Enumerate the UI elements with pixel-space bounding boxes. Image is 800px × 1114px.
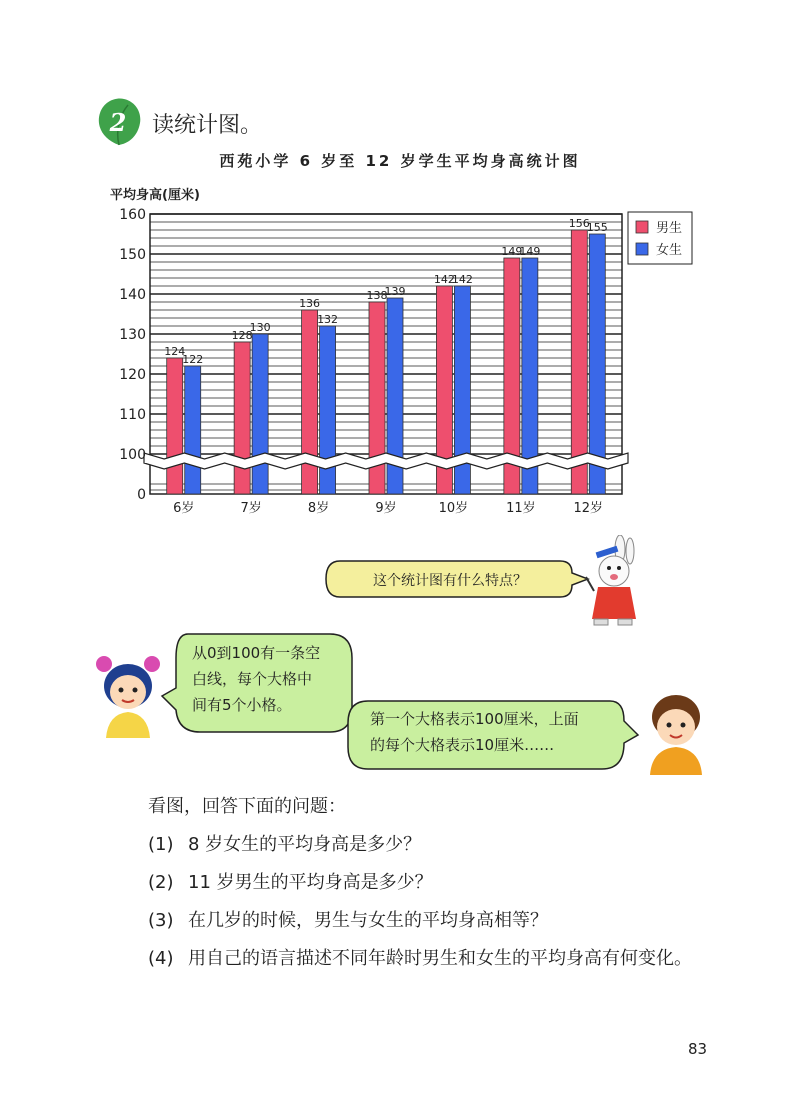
question-item [148, 826, 748, 864]
legend-label: 女生 [656, 243, 683, 258]
section-title: 读统计图。 [152, 113, 263, 138]
data-label: 124 [164, 345, 186, 358]
x-tick-label: 10岁 [438, 501, 469, 516]
chart-title: 西苑小学 6 岁至 12 岁学生平均身高统计图 [219, 152, 581, 170]
data-label: 128 [231, 329, 253, 342]
y-tick-label: 150 [119, 247, 146, 263]
bar-chart [100, 180, 700, 525]
y-tick-label: 160 [119, 207, 146, 223]
data-label: 155 [586, 221, 608, 234]
legend [628, 212, 692, 264]
data-label: 139 [384, 285, 406, 298]
boy-character-icon [640, 685, 712, 777]
girl-speech-line: 间有5个小格。 [192, 696, 292, 714]
grid-lines [150, 214, 622, 494]
data-label: 132 [317, 313, 339, 326]
y-tick-label: 100 [119, 447, 146, 463]
data-label: 130 [249, 321, 271, 334]
y-tick-label: 110 [119, 407, 146, 423]
legend-swatch [636, 221, 648, 233]
girl-speech-line: 白线，每个大格中 [192, 670, 313, 688]
y-tick-label: 120 [119, 367, 146, 383]
girl-speech-line: 从0到100有一条空 [192, 644, 321, 662]
x-tick-label: 11岁 [506, 501, 536, 516]
x-tick-labels [173, 500, 603, 516]
data-label: 142 [433, 273, 455, 286]
data-label: 138 [366, 289, 388, 302]
data-label: 156 [568, 217, 590, 230]
x-tick-label: 9岁 [375, 501, 397, 516]
bar [252, 334, 268, 494]
legend-label: 男生 [656, 221, 683, 236]
section-number: 2 [109, 108, 127, 137]
x-tick-label: 7岁 [240, 501, 262, 516]
data-label: 149 [501, 245, 523, 258]
question-item [148, 940, 708, 978]
plot-area [150, 214, 622, 494]
x-tick-label: 6岁 [173, 501, 195, 516]
y-axis-label: 平均身高(厘米) [110, 188, 200, 203]
data-label: 149 [519, 245, 541, 258]
page-number: 83 [688, 1040, 708, 1058]
bar [185, 366, 201, 494]
rabbit-character-icon [582, 535, 642, 627]
question-number: (1) [148, 834, 174, 855]
question-item [148, 864, 748, 902]
bar [167, 358, 183, 494]
data-label: 142 [451, 273, 473, 286]
girl-speech-text [192, 640, 320, 718]
question-text: 用自己的语言描述不同年龄时男生和女生的平均身高有何变化。 [188, 948, 692, 969]
question-number: (4) [148, 948, 174, 969]
question-text: 8 岁女生的平均身高是多少？ [188, 834, 422, 855]
y-tick-labels [119, 207, 146, 503]
girl-character-icon [92, 648, 164, 740]
rabbit-speech-text: 这个统计图有什么特点？ [373, 573, 527, 589]
questions-section [148, 788, 748, 978]
y-tick-label: 140 [119, 287, 146, 303]
data-label: 136 [299, 297, 321, 310]
legend-swatch [636, 243, 648, 255]
y-tick-label: 130 [119, 327, 146, 343]
boy-speech-line: 第一个大格表示100厘米，上面 [370, 710, 579, 728]
y-tick-label: 0 [137, 487, 146, 503]
x-tick-label: 8岁 [307, 501, 330, 516]
boy-speech-text [370, 706, 579, 758]
data-label: 122 [182, 353, 204, 366]
questions-intro: 看图，回答下面的问题： [148, 796, 346, 817]
question-text: 在几岁的时候，男生与女生的平均身高相等？ [188, 910, 548, 931]
question-item [148, 902, 748, 940]
leaf-badge-icon [94, 95, 144, 147]
question-number: (3) [148, 910, 174, 931]
bar [234, 342, 250, 494]
rabbit-speech-bubble [320, 555, 590, 605]
question-text: 11 岁男生的平均身高是多少？ [188, 872, 433, 893]
x-tick-label: 12岁 [573, 501, 604, 516]
boy-speech-line: 的每个大格表示10厘米…… [370, 736, 555, 754]
question-number: (2) [148, 872, 174, 893]
